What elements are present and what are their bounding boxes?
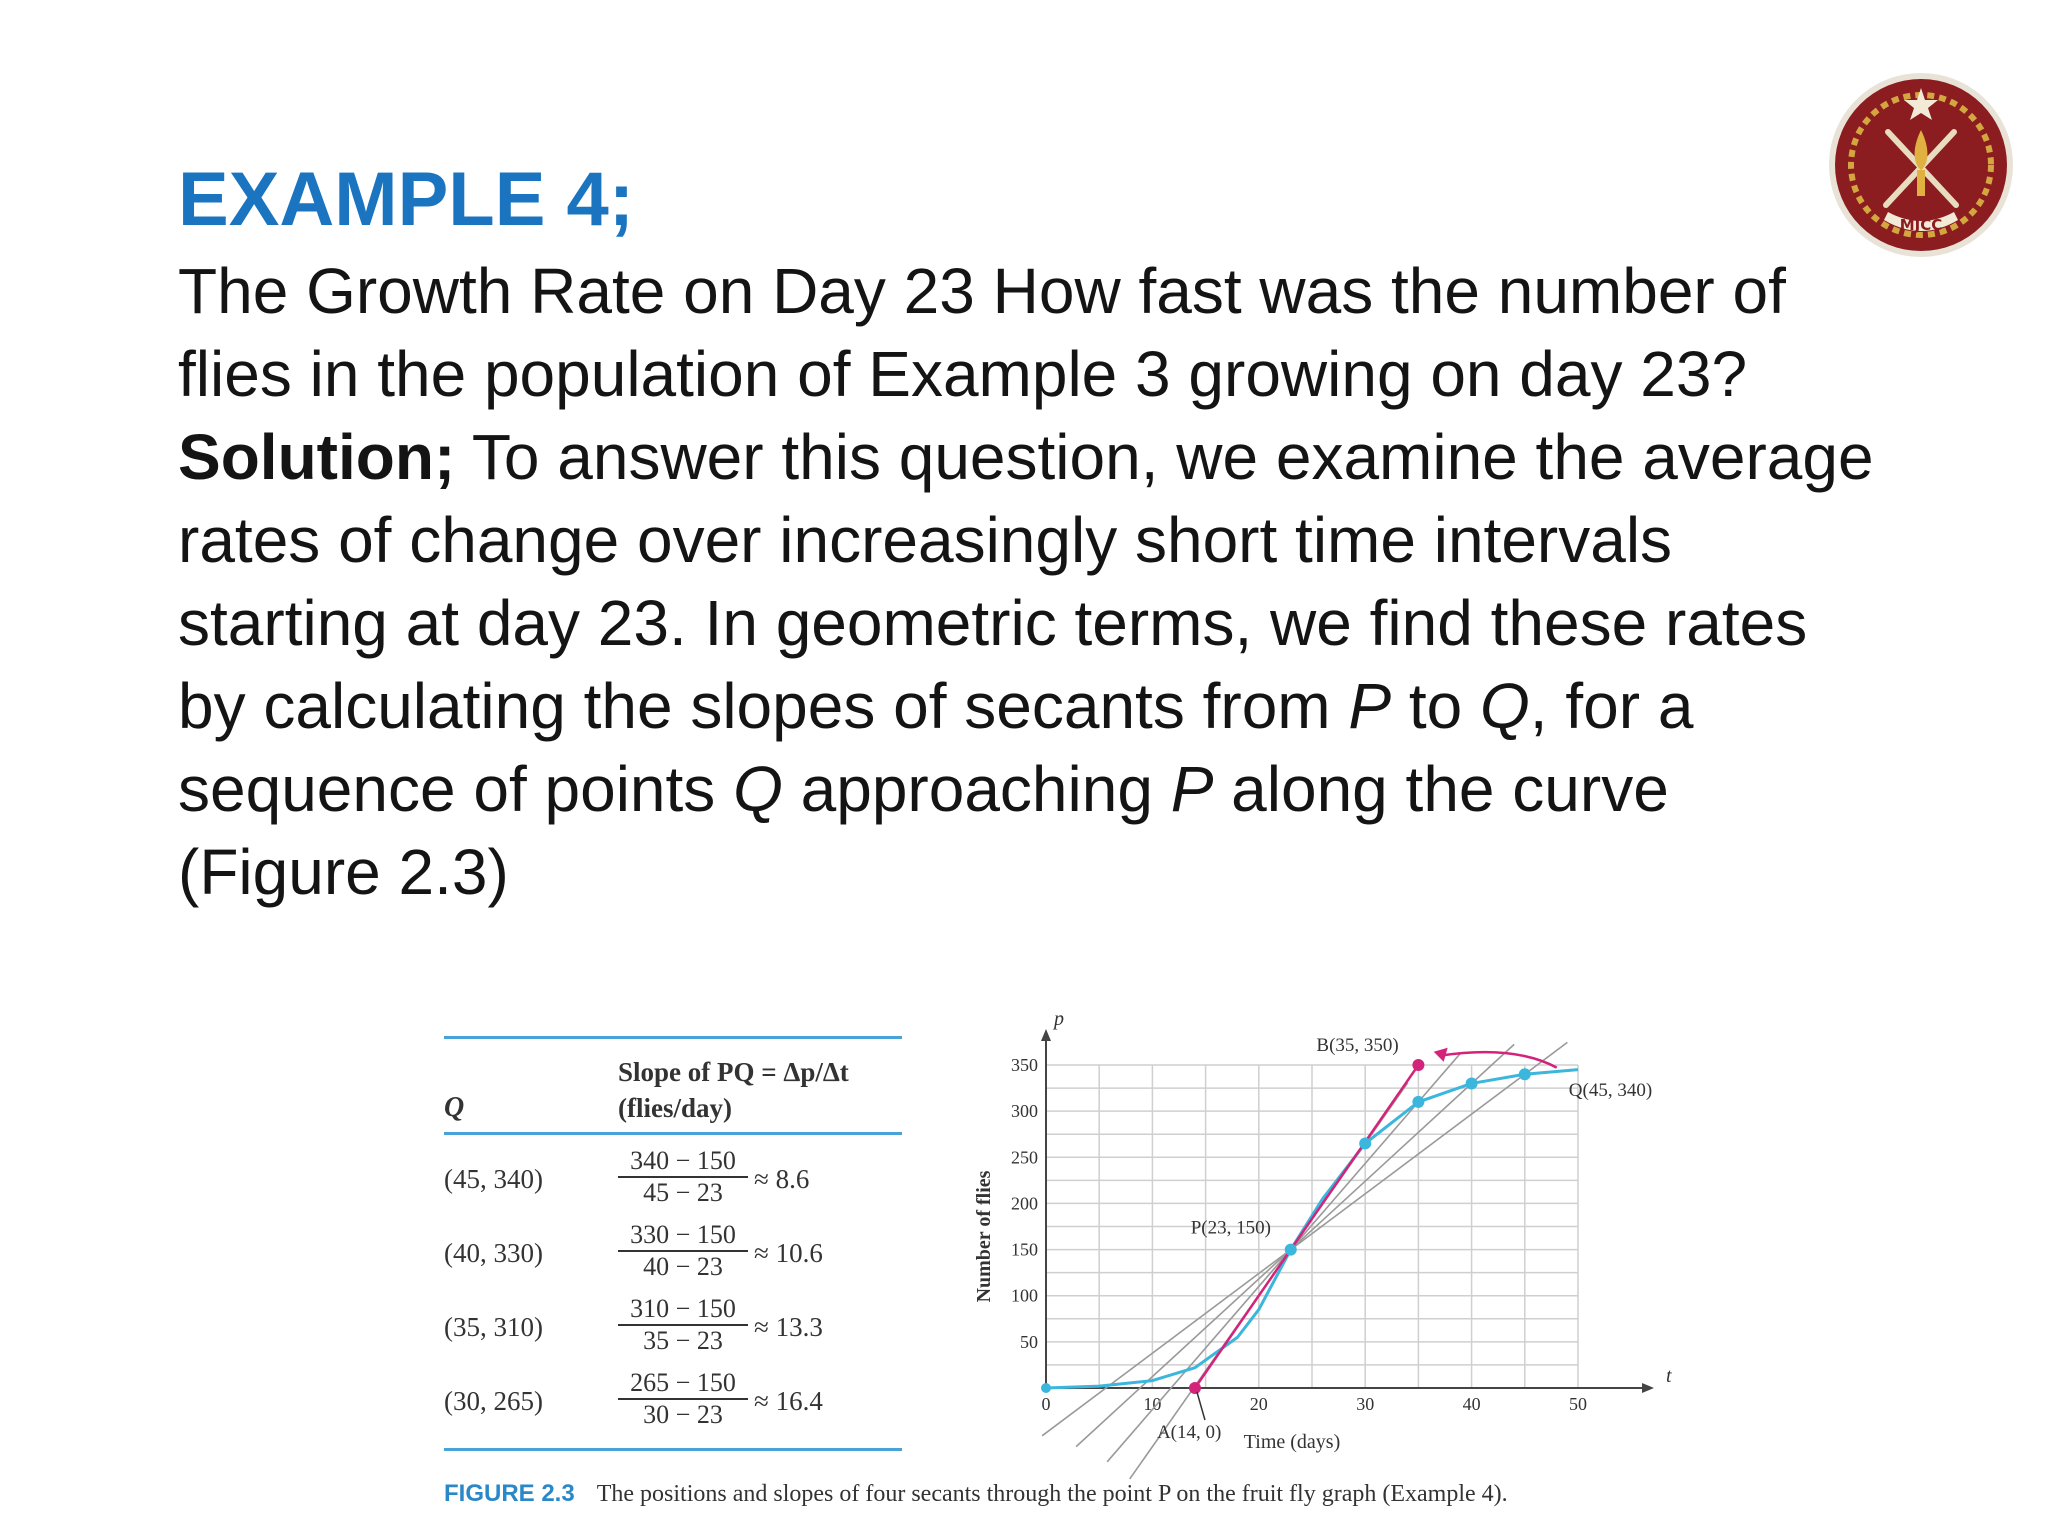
origin-point — [1041, 1383, 1051, 1393]
figure-label: FIGURE 2.3 — [444, 1480, 575, 1507]
table-row — [444, 1368, 904, 1434]
row-denominator: 40 − 23 — [643, 1252, 723, 1281]
solution-text-3: , for a sequence of points — [178, 670, 1694, 825]
row-numerator: 265 − 150 — [618, 1368, 748, 1400]
table-header-q: Q — [444, 1092, 465, 1123]
example-heading: EXAMPLE 4; — [178, 157, 635, 242]
table-row — [444, 1146, 904, 1212]
point-a-label: A(14, 0) — [1156, 1422, 1222, 1443]
x-tick-label: 30 — [1356, 1394, 1375, 1414]
secant-slope-table — [444, 1036, 904, 1450]
point-p-label: P(23, 150) — [1190, 1217, 1271, 1239]
secant-point-q — [1466, 1077, 1478, 1089]
solution-text-5: along the curve (Figure 2.3) — [178, 753, 1669, 908]
caption-text: The positions and slopes of four secants through the point P on the fruit fly graph (Example 4). — [596, 1481, 1508, 1507]
row-fraction — [618, 1220, 748, 1282]
secant-line — [1042, 1042, 1567, 1435]
row-slope-value: ≈ 10.6 — [754, 1238, 823, 1268]
figure-caption — [444, 1480, 1694, 1508]
y-axis-arrow — [1041, 1029, 1051, 1041]
var-p: P — [1348, 670, 1392, 742]
secant-point-q — [1359, 1137, 1371, 1149]
x-axis-arrow — [1642, 1383, 1654, 1393]
y-axis-letter: p — [1054, 1008, 1064, 1030]
table-rule-bottom — [444, 1448, 902, 1451]
solution-text-2: to — [1391, 670, 1480, 742]
solution-text-4: approaching — [782, 753, 1171, 825]
emblem-text: MJCC — [1899, 216, 1943, 234]
college-emblem-icon — [1826, 70, 2016, 260]
question-text: The Growth Rate on Day 23 How fast was the number of flies in the population of Example 3 growing on day 23? — [178, 255, 1786, 410]
y-tick-label: 50 — [1020, 1331, 1038, 1352]
y-tick-label: 350 — [1011, 1055, 1038, 1075]
slope-header-line2: (flies/day) — [618, 1093, 732, 1123]
approach-arrowhead — [1434, 1048, 1448, 1062]
x-axis-label: Time (days) — [1243, 1431, 1341, 1453]
row-slope-value: ≈ 8.6 — [754, 1164, 810, 1194]
y-tick-label: 300 — [1011, 1101, 1038, 1122]
row-denominator: 35 − 23 — [643, 1326, 723, 1355]
y-tick-label: 150 — [1011, 1239, 1038, 1260]
row-numerator: 330 − 150 — [618, 1220, 748, 1252]
table-rule-header — [444, 1132, 902, 1135]
secant-point-q — [1519, 1068, 1531, 1080]
var-q: Q — [1480, 670, 1530, 742]
point-q-label: Q(45, 340) — [1568, 1080, 1653, 1102]
y-axis-label: Number of flies — [973, 1170, 995, 1303]
row-fraction — [618, 1368, 748, 1430]
row-fraction — [618, 1146, 748, 1208]
secant-point-q — [1412, 1096, 1424, 1108]
point-p — [1285, 1244, 1297, 1256]
x-tick-label: 20 — [1249, 1394, 1268, 1414]
row-point: (35, 310) — [444, 1312, 543, 1342]
example-body — [178, 250, 1878, 914]
solution-label: Solution; — [178, 421, 456, 493]
point-a — [1189, 1382, 1201, 1394]
x-tick-label: 0 — [1041, 1394, 1051, 1414]
point-b-label: B(35, 350) — [1316, 1035, 1399, 1056]
row-fraction — [618, 1294, 748, 1356]
row-slope-value: ≈ 16.4 — [754, 1386, 823, 1416]
row-slope-value: ≈ 13.3 — [754, 1312, 823, 1342]
row-point: (30, 265) — [444, 1386, 543, 1416]
x-tick-label: 40 — [1462, 1394, 1481, 1414]
x-tick-label: 10 — [1143, 1394, 1162, 1414]
y-tick-label: 200 — [1011, 1193, 1038, 1214]
table-row — [444, 1294, 904, 1360]
row-point: (45, 340) — [444, 1164, 543, 1194]
table-rule-top — [444, 1036, 902, 1039]
fruit-fly-chart — [960, 1008, 1672, 1460]
x-tick-label: 50 — [1569, 1394, 1587, 1414]
row-numerator: 310 − 150 — [618, 1294, 748, 1326]
y-tick-label: 100 — [1011, 1285, 1038, 1306]
row-denominator: 30 − 23 — [643, 1400, 723, 1429]
point-b — [1412, 1059, 1424, 1071]
solution-text-1: To answer this question, we examine the average rates of change over increasingly short time intervals starting at day 23. In geometric terms, we find these rates by calculating the slopes of secants from — [178, 421, 1874, 742]
x-axis-letter: t — [1666, 1365, 1672, 1387]
row-numerator: 340 − 150 — [618, 1146, 748, 1178]
var-q: Q — [733, 753, 783, 825]
row-denominator: 45 − 23 — [643, 1178, 723, 1207]
table-row — [444, 1220, 904, 1286]
y-tick-label: 250 — [1011, 1147, 1038, 1168]
row-point: (40, 330) — [444, 1238, 543, 1268]
table-header-slope — [618, 1054, 849, 1126]
point-a-leader — [1197, 1392, 1205, 1420]
var-p: P — [1170, 753, 1214, 825]
slope-header-line1: Slope of PQ = Δp/Δt — [618, 1057, 849, 1087]
